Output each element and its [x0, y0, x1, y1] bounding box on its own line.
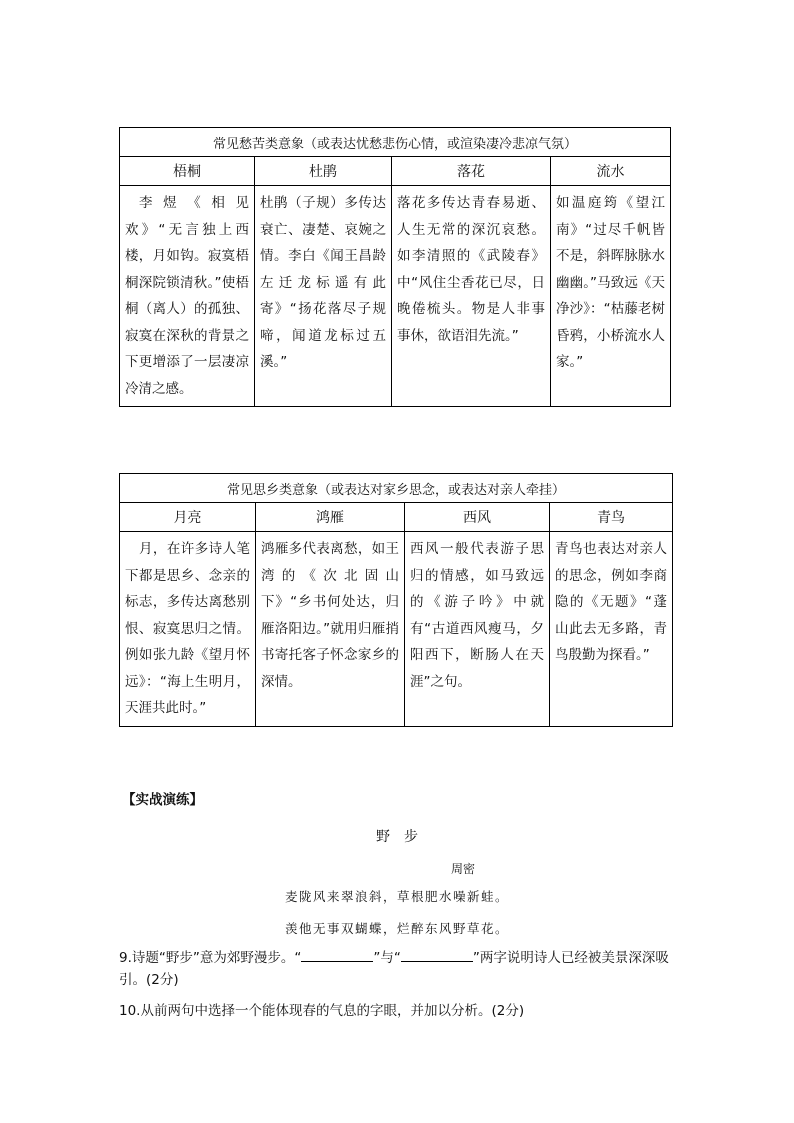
- column-header-dujuan: 杜鹃: [255, 157, 392, 186]
- table-caption: 常见思乡类意象（或表达对家乡思念，或表达对亲人牵挂）: [120, 474, 673, 503]
- sorrow-imagery-table: [119, 127, 671, 407]
- column-header-hongyan: 鸿雁: [256, 503, 405, 532]
- table-caption: 常见愁苦类意象（或表达忧愁悲伤心情，或渲染凄冷悲凉气氛）: [120, 128, 671, 157]
- column-header-luohua: 落花: [392, 157, 551, 186]
- question-9: [119, 947, 675, 991]
- answer-blank-1[interactable]: [301, 947, 373, 962]
- table-cell-wutong: 李煜《相见欢》“无言独上西楼，月如钩。寂寞梧桐深院锁清秋。”使梧桐（离人）的孤独、寂寞在深秋的背景之下更增添了一层凄凉冷清之感。: [120, 186, 255, 407]
- homesick-imagery-table: [119, 473, 673, 727]
- column-header-liushui: 流水: [551, 157, 671, 186]
- poem-title: 野步: [376, 829, 432, 845]
- table-cell-qingniao: 青鸟也表达对亲人的思念，例如李商隐的《无题》“蓬山此去无多路，青鸟殷勤为探看。”: [550, 532, 673, 727]
- question-9-start: 9.诗题“野步”意为郊野漫步。“: [119, 950, 302, 966]
- column-header-qingniao: 青鸟: [550, 503, 673, 532]
- column-header-wutong: 梧桐: [120, 157, 255, 186]
- poem-line-1: 麦陇风来翠浪斜，草根肥水噪新蛙。: [284, 889, 509, 904]
- table-cell-dujuan: 杜鹃（子规）多传达衰亡、凄楚、哀婉之情。李白《闻王昌龄左迁龙标遥有此寄》“扬花落尽子规啼，闻道龙标过五溪。”: [255, 186, 392, 407]
- question-9-mid: ”与“: [373, 950, 401, 966]
- question-10: 10.从前两句中选择一个能体现春的气息的字眼，并加以分析。(2分): [119, 1003, 525, 1019]
- table-cell-liushui: 如温庭筠《望江南》“过尽千帆皆不是，斜晖脉脉水幽幽。”马致远《天净沙》：“枯藤老树昏鸦，小桥流水人家。”: [551, 186, 671, 407]
- poem-line-2: 羡他无事双蝴蝶，烂醉东风野草花。: [284, 921, 509, 936]
- section-title: 【实战演练】: [122, 792, 203, 808]
- poem-author: 周密: [451, 862, 476, 876]
- table-cell-hongyan: 鸿雁多代表离愁，如王湾的《次北固山下》“乡书何处达，归雁洛阳边。”就用归雁捎书寄托客子怀念家乡的深情。: [256, 532, 405, 727]
- column-header-xifeng: 西风: [405, 503, 550, 532]
- table-cell-luohua: 落花多传达青春易逝、人生无常的深沉哀愁。如李清照的《武陵春》中“风住尘香花已尽，日晚倦梳头。物是人非事事休，欲语泪先流。”: [392, 186, 551, 407]
- table-cell-yueliang: 月，在许多诗人笔下都是思乡、念亲的标志，多传达离愁别恨、寂寞思归之情。例如张九龄《望月怀远》：“海上生明月，天涯共此时。”: [120, 532, 256, 727]
- column-header-yueliang: 月亮: [120, 503, 256, 532]
- question-9-end: ”两字说明诗人已经被美景深深吸引。(2分): [119, 950, 669, 988]
- table-cell-xifeng: 西风一般代表游子思归的情感，如马致远的《游子吟》中就有“古道西风瘦马，夕阳西下，断肠人在天涯”之句。: [405, 532, 550, 727]
- answer-blank-2[interactable]: [401, 947, 473, 962]
